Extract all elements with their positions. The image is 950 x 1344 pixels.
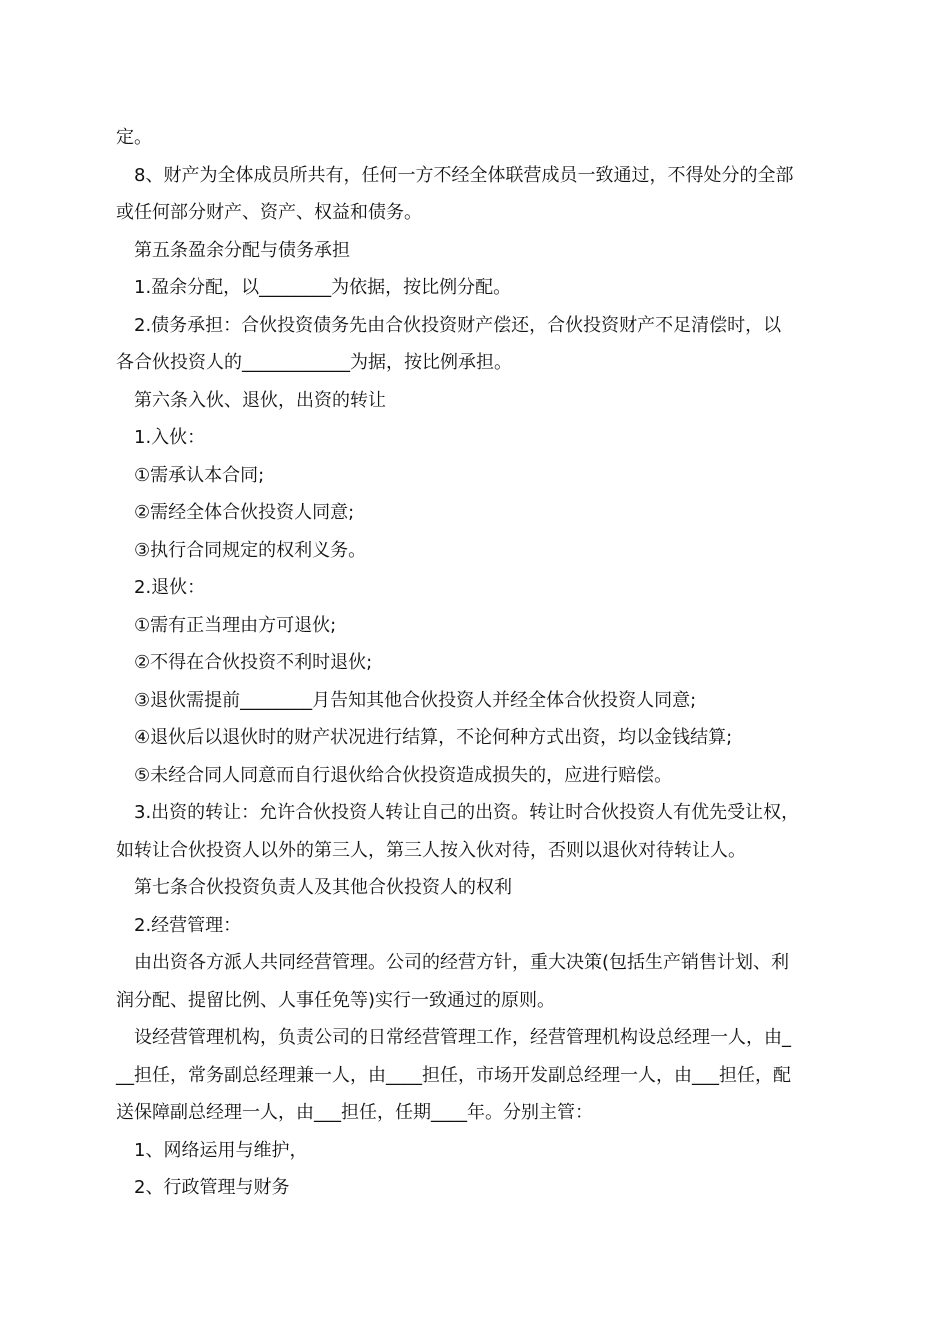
text-line-19: 3.出资的转让：允许合伙投资人转让自己的出资。转让时合伙投资人有优先受让权，: [134, 802, 800, 823]
section-heading-6: 第六条入伙、退伙，出资的转让: [134, 390, 386, 411]
section-heading-5: 第五条盈余分配与债务承担: [134, 240, 350, 261]
text-line-18: ⑤未经合同人同意而自行退伙给合伙投资造成损失的，应进行赔偿。: [134, 765, 673, 786]
text-line-9: 1.入伙：: [134, 427, 206, 448]
text-line-13: 2.退伙：: [134, 577, 206, 598]
text-line-26: __担任，常务副总经理兼一人，由____担任，市场开发副总经理一人，由___担任，配: [116, 1065, 791, 1086]
text-line-1: 定。: [116, 127, 152, 148]
text-line-15: ②不得在合伙投资不利时退伙;: [134, 652, 373, 673]
text-line-20: 如转让合伙投资人以外的第三人，第三人按入伙对待，否则以退伙对待转让人。: [116, 840, 746, 861]
text-line-27: 送保障副总经理一人，由___担任，任期____年。分别主管：: [116, 1102, 593, 1123]
text-line-24: 润分配、提留比例、人事任免等)实行一致通过的原则。: [116, 990, 556, 1011]
text-line-17: ④退伙后以退伙时的财产状况进行结算，不论何种方式出资，均以金钱结算;: [134, 727, 733, 748]
text-line-25: 设经营管理机构，负责公司的日常经营管理工作，经营管理机构设总经理一人，由_: [134, 1027, 791, 1048]
text-line-7: 各合伙投资人的____________为据，按比例承担。: [116, 352, 512, 373]
text-line-23: 由出资各方派人共同经营管理。公司的经营方针，重大决策(包括生产销售计划、利: [134, 952, 790, 973]
text-line-10: ①需承认本合同;: [134, 465, 265, 486]
text-line-5: 1.盈余分配，以________为依据，按比例分配。: [134, 277, 512, 298]
text-line-29: 2、行政管理与财务: [134, 1177, 290, 1198]
text-line-2: 8、财产为全体成员所共有，任何一方不经全体联营成员一致通过，不得处分的全部: [134, 165, 794, 186]
text-line-11: ②需经全体合伙投资人同意;: [134, 502, 355, 523]
text-line-6: 2.债务承担：合伙投资债务先由合伙投资财产偿还，合伙投资财产不足清偿时，以: [134, 315, 782, 336]
text-line-14: ①需有正当理由方可退伙;: [134, 615, 337, 636]
text-line-22: 2.经营管理：: [134, 915, 242, 936]
text-line-12: ③执行合同规定的权利义务。: [134, 540, 367, 561]
text-line-16: ③退伙需提前________月告知其他合伙投资人并经全体合伙投资人同意;: [134, 690, 697, 711]
text-line-28: 1、网络运用与维护，: [134, 1140, 308, 1161]
text-line-3: 或任何部分财产、资产、权益和债务。: [116, 202, 422, 223]
section-heading-7: 第七条合伙投资负责人及其他合伙投资人的权利: [134, 877, 512, 898]
